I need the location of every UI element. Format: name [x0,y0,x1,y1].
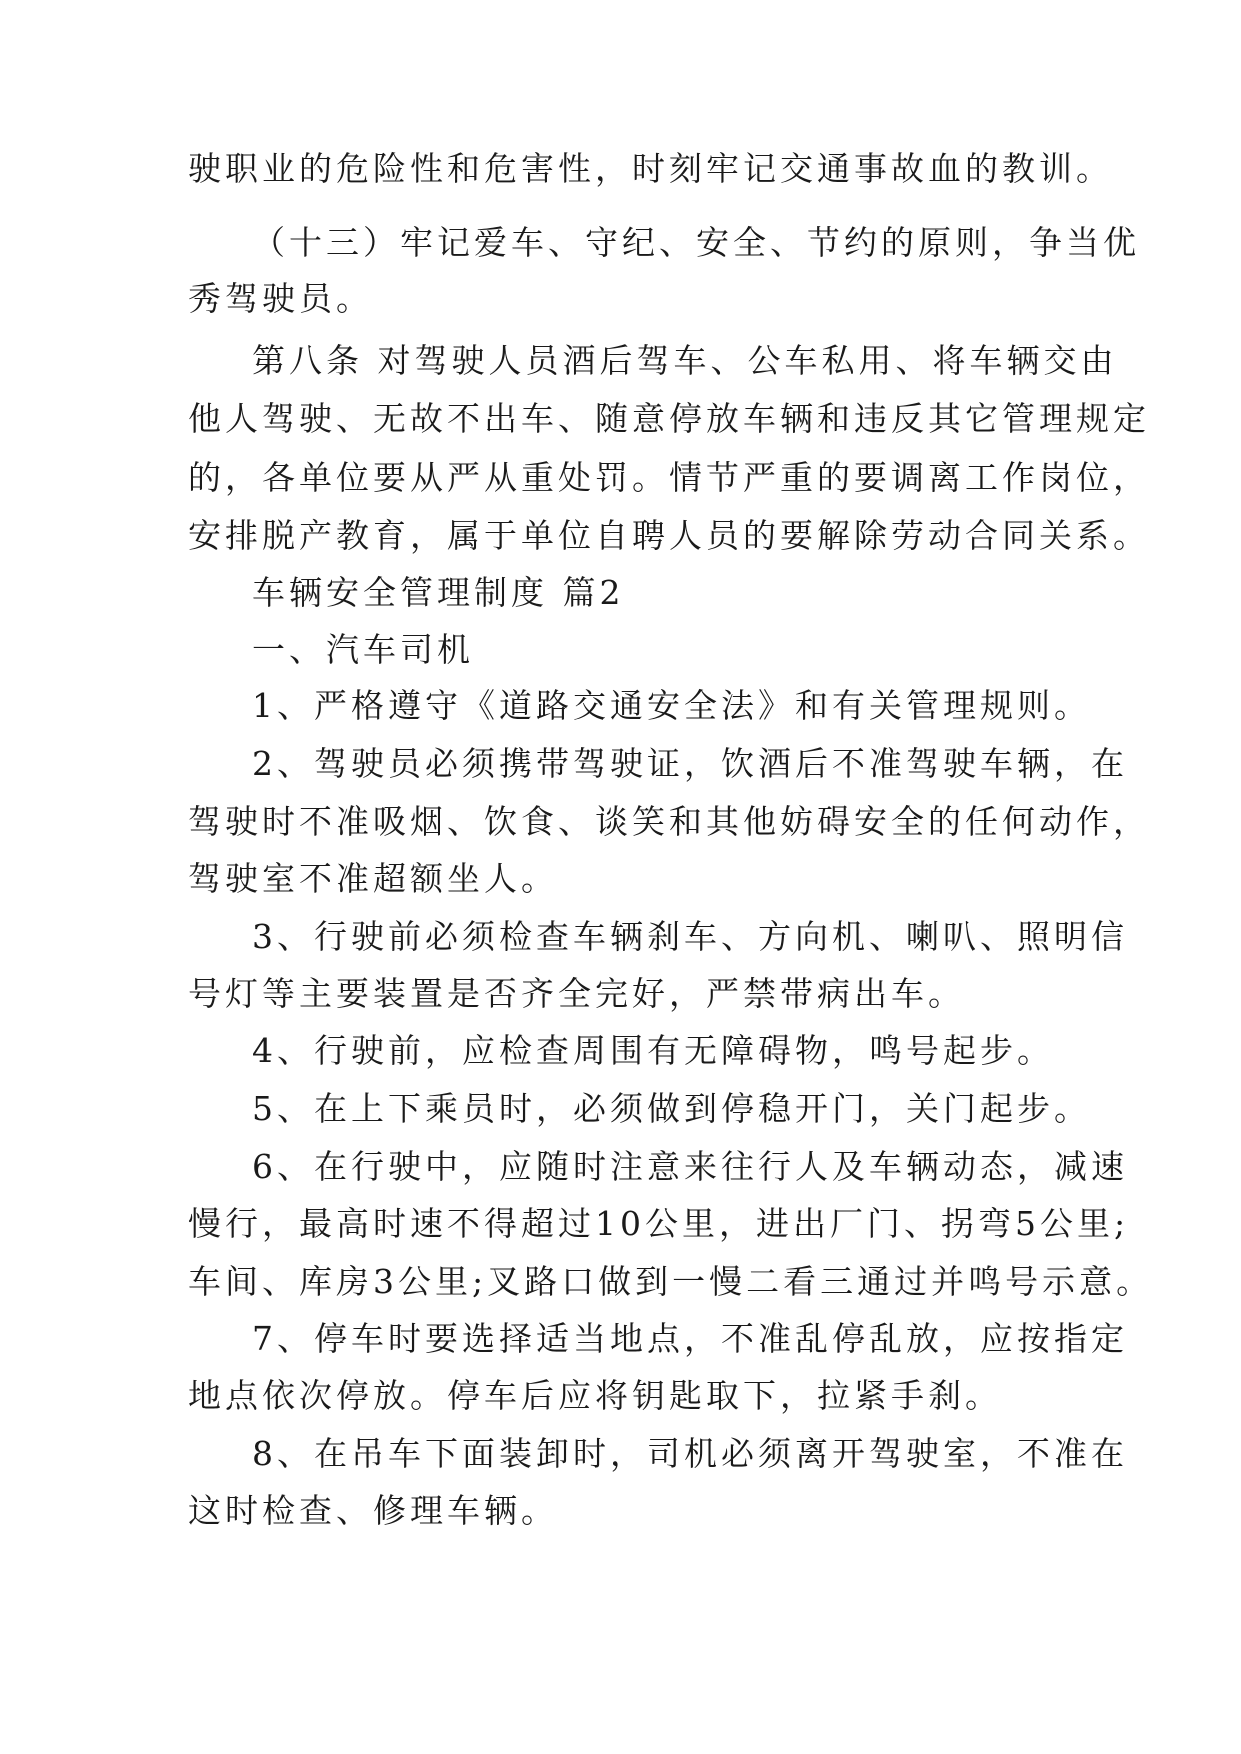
text-line: 慢行，最高时速不得超过10公里，进出厂门、拐弯5公里; [188,1204,1130,1243]
text-line: 一、汽车司机 [252,630,474,669]
text-line: 第八条 对驾驶人员酒后驾车、公车私用、将车辆交由 [252,341,1118,380]
text-line: 驾驶室不准超额坐人。 [188,859,558,898]
text-line: 7、停车时要选择适当地点，不准乱停乱放，应按指定 [252,1319,1128,1358]
text-line: 秀驾驶员。 [188,279,373,318]
text-line: 的，各单位要从严从重处罚。情节严重的要调离工作岗位， [188,458,1150,497]
text-line: 2、驾驶员必须携带驾驶证，饮酒后不准驾驶车辆，在 [252,744,1128,783]
text-line: 地点依次停放。停车后应将钥匙取下，拉紧手刹。 [188,1376,1002,1415]
text-line: 1、严格遵守《道路交通安全法》和有关管理规则。 [252,686,1091,725]
text-line: 车间、库房3公里;叉路口做到一慢二看三通过并鸣号示意。 [188,1262,1154,1301]
text-line: 3、行驶前必须检查车辆刹车、方向机、喇叭、照明信 [252,917,1128,956]
text-line: 号灯等主要装置是否齐全完好，严禁带病出车。 [188,974,965,1013]
text-line: 6、在行驶中，应随时注意来往行人及车辆动态，减速 [252,1147,1128,1186]
text-line: 车辆安全管理制度 篇2 [252,573,625,612]
text-line: 5、在上下乘员时，必须做到停稳开门，关门起步。 [252,1089,1091,1128]
text-line: 4、行驶前，应检查周围有无障碍物，鸣号起步。 [252,1031,1054,1070]
text-line: （十三）牢记爱车、守纪、安全、节约的原则，争当优 [252,223,1140,262]
text-line: 8、在吊车下面装卸时，司机必须离开驾驶室，不准在 [252,1434,1128,1473]
text-line: 这时检查、修理车辆。 [188,1491,558,1530]
text-line: 安排脱产教育，属于单位自聘人员的要解除劳动合同关系。 [188,516,1150,555]
text-line: 驾驶时不准吸烟、饮食、谈笑和其他妨碍安全的任何动作， [188,802,1150,841]
text-line: 他人驾驶、无故不出车、随意停放车辆和违反其它管理规定 [188,399,1150,438]
text-line: 驶职业的危险性和危害性，时刻牢记交通事故血的教训。 [188,149,1113,188]
